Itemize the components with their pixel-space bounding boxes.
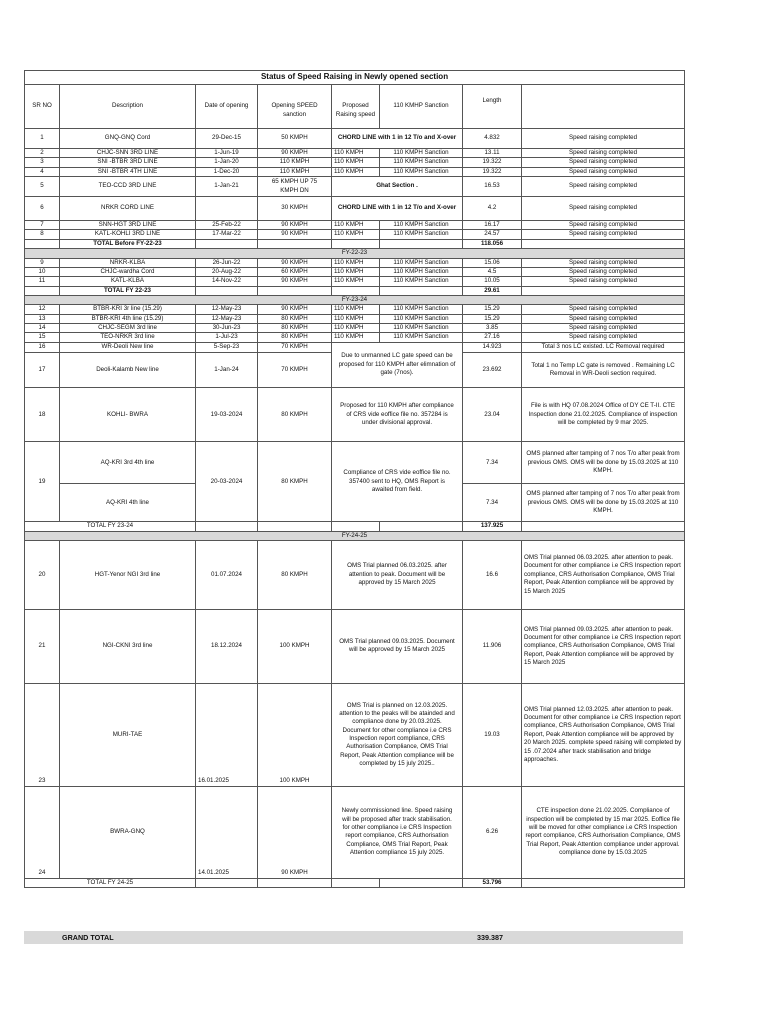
proposed-cell: 110 KMPH [332, 314, 380, 323]
date-cell: 14-Nov-22 [196, 277, 258, 286]
sr-cell: 14 [25, 324, 60, 333]
total-row [25, 239, 685, 248]
table-row [25, 258, 685, 267]
description-cell: WR-Deoli New line [60, 342, 196, 353]
header-description: Description [60, 85, 196, 129]
date-cell: 14.01.2025 [196, 786, 258, 878]
header-row [25, 85, 685, 129]
status-cell: Speed raising completed [522, 305, 685, 314]
date-cell: 1-Dec-20 [196, 167, 258, 176]
sr-cell: 12 [25, 305, 60, 314]
date-cell: 5-Sep-23 [196, 342, 258, 353]
sr-cell: 3 [25, 158, 60, 167]
date-cell: 29-Dec-15 [196, 129, 258, 149]
description-cell: SNN-HGT 3RD LINE [60, 221, 196, 230]
table-row [25, 149, 685, 158]
sanction-cell: 110 KMPH Sanction [380, 167, 463, 176]
table-row [25, 277, 685, 286]
proposed-cell: 110 KMPH [332, 267, 380, 276]
total-label: TOTAL FY 22-23 [60, 286, 196, 295]
remark-cell: Ghat Section . [332, 177, 463, 197]
length-cell: 16.6 [463, 540, 522, 609]
remark-cell: OMS Trial planned 06.03.2025. after attention to peak. Document will be approved by 15 March 2025 [332, 540, 463, 609]
sr-cell: 23 [25, 683, 60, 786]
length-cell: 11.906 [463, 609, 522, 683]
blank-cell [258, 878, 332, 887]
remark-cell: OMS Trial is planned on 12.03.2025. attention to the peaks will be atainded and compliance done by 20.03.2025. Document for other compliance i.e CRS Inspection report compliance, CRS Authorisation Compliance, OMS Trial Report, Peak Attention compliance will be completed by 15 july 2025.. [332, 683, 463, 786]
remark-cell: CHORD LINE with 1 in 12 T/o and X-over [332, 197, 463, 221]
date-cell: 20-03-2024 [196, 442, 258, 522]
sr-cell: 10 [25, 267, 60, 276]
length-cell: 19.322 [463, 158, 522, 167]
remark-cell: CHORD LINE with 1 in 12 T/o and X-over [332, 129, 463, 149]
total-row [25, 522, 685, 531]
blank-cell [332, 239, 380, 248]
proposed-cell: 110 KMPH [332, 277, 380, 286]
date-cell: 1-Jan-21 [196, 177, 258, 197]
table-row [25, 442, 685, 484]
speed-cell: 90 KMPH [258, 149, 332, 158]
sr-cell: 21 [25, 609, 60, 683]
status-cell: Speed raising completed [522, 333, 685, 342]
speed-cell: 80 KMPH [258, 333, 332, 342]
date-cell: 30-Jun-23 [196, 324, 258, 333]
blank-cell [25, 239, 60, 248]
blank-cell [196, 286, 258, 295]
table-row [25, 221, 685, 230]
description-cell: HGT-Yenor NGI 3rd line [60, 540, 196, 609]
date-cell: 20-Aug-22 [196, 267, 258, 276]
description-cell: AQ-KRI 3rd 4th line [60, 442, 196, 484]
remark-cell: Newly commissioned line. Speed raising will be proposed after track stabilisation. for other compliance i.e CRS Inspection report compliance, CRS Authorisation Compliance, OMS Trial Report, Peak Attention compliance 15 july 2025. [332, 786, 463, 878]
blank-cell [258, 522, 332, 531]
proposed-cell: 110 KMPH [332, 230, 380, 239]
status-cell: OMS planned after tamping of 7 nos T/o after peak from previous OMS. OMS will be done by 15.03.2025 at 110 KMPH. [522, 484, 685, 522]
blank-cell [25, 286, 60, 295]
blank-cell [332, 286, 380, 295]
length-cell: 24.57 [463, 230, 522, 239]
table-row [25, 267, 685, 276]
proposed-cell: 110 KMPH [332, 158, 380, 167]
description-cell: KOHLI- BWRA [60, 388, 196, 442]
table-row [25, 333, 685, 342]
total-value: 53.796 [463, 878, 522, 887]
length-cell: 3.85 [463, 324, 522, 333]
description-cell: NRKR CORD LINE [60, 197, 196, 221]
sr-cell: 2 [25, 149, 60, 158]
description-cell: CHJC-SNN 3RD LINE [60, 149, 196, 158]
sr-cell: 4 [25, 167, 60, 176]
status-cell: Speed raising completed [522, 177, 685, 197]
table-row [25, 158, 685, 167]
date-cell: 1-Jan-20 [196, 158, 258, 167]
blank-cell [380, 239, 463, 248]
length-cell: 19.03 [463, 683, 522, 786]
speed-cell: 80 KMPH [258, 540, 332, 609]
length-cell: 15.06 [463, 258, 522, 267]
sr-cell: 18 [25, 388, 60, 442]
status-cell: Speed raising completed [522, 324, 685, 333]
total-label: TOTAL FY 23-24 [25, 522, 196, 531]
fy-label: FY-22-23 [25, 249, 685, 258]
status-cell: Speed raising completed [522, 258, 685, 267]
description-cell: TEO-CCD 3RD LINE [60, 177, 196, 197]
table-row [25, 342, 685, 353]
status-cell: Speed raising completed [522, 149, 685, 158]
remark-cell: Proposed for 110 KMPH after compliance of CRS vide eoffice file no. 357284 is under divisional approval. [332, 388, 463, 442]
sanction-cell: 110 KMPH Sanction [380, 149, 463, 158]
sr-cell: 9 [25, 258, 60, 267]
length-cell: 6.26 [463, 786, 522, 878]
sr-cell: 17 [25, 353, 60, 388]
description-cell: NGI-CKNI 3rd line [60, 609, 196, 683]
header-proposed: Proposed Raising speed [332, 85, 380, 129]
status-cell: Speed raising completed [522, 221, 685, 230]
description-cell: KATL-KLBA [60, 277, 196, 286]
speed-cell: 110 KMPH [258, 167, 332, 176]
header-sanction: 110 KMHP Sanction [380, 85, 463, 129]
sanction-cell: 110 KMPH Sanction [380, 324, 463, 333]
description-cell: BTBR-KRI 3r line (15.29) [60, 305, 196, 314]
blank-cell [380, 878, 463, 887]
description-cell: KATL-KOHLI 3RD LINE [60, 230, 196, 239]
description-cell: BTBR-KRI 4th line (15.29) [60, 314, 196, 323]
length-cell: 4.832 [463, 129, 522, 149]
sr-cell: 16 [25, 342, 60, 353]
table-row [25, 324, 685, 333]
length-cell: 10.05 [463, 277, 522, 286]
sr-cell: 6 [25, 197, 60, 221]
blank-cell [380, 286, 463, 295]
status-cell: CTE inspection done 21.02.2025. Compliance of inspection will be completed by 15 mar 2025. Eoffice file will be moved for other compliance i.e CRS Inspection report compliance, CRS Authorisation Compliance, OMS Trial Report, Peak Attention compliance under approval. compliance done by 15.03.2025 [522, 786, 685, 878]
status-cell: OMS planned after tamping of 7 nos T/o after peak from previous OMS. OMS will be done by 15.03.2025 at 110 KMPH. [522, 442, 685, 484]
table-row [25, 388, 685, 442]
grand-total-value: 339.387 [477, 933, 503, 942]
blank-cell [380, 522, 463, 531]
total-row [25, 878, 685, 887]
blank-cell [196, 239, 258, 248]
status-cell: Total 1 no Temp LC gate is removed . Remaining LC Removal in WR-Deoli section required. [522, 353, 685, 388]
speed-cell: 100 KMPH [258, 609, 332, 683]
header-opening-speed: Opening SPEED sanction [258, 85, 332, 129]
description-cell: NRKR-KLBA [60, 258, 196, 267]
date-cell: 17-Mar-22 [196, 230, 258, 239]
status-table-sheet [24, 70, 684, 888]
sanction-cell: 110 KMPH Sanction [380, 158, 463, 167]
sanction-cell: 110 KMPH Sanction [380, 258, 463, 267]
sanction-cell: 110 KMPH Sanction [380, 221, 463, 230]
description-cell: TEO-NRKR 3rd line [60, 333, 196, 342]
speed-cell: 70 KMPH [258, 342, 332, 353]
date-cell [196, 197, 258, 221]
sr-cell: 7 [25, 221, 60, 230]
date-cell: 26-Jun-22 [196, 258, 258, 267]
blank-cell [522, 878, 685, 887]
table-row [25, 786, 685, 878]
sr-cell: 1 [25, 129, 60, 149]
status-cell: OMS Trial planned 12.03.2025. after attention to peak. Document for other compliance i.e CRS Inspection report compliance, CRS Authorisation Compliance, OMS Trial Report, Peak Attention compliance will be approved by 20 March 2025. complete speed raising will completed by 15 .07.2024 after track stabilisation and bridge approaches. [522, 683, 685, 786]
sr-cell: 20 [25, 540, 60, 609]
speed-cell: 90 KMPH [258, 786, 332, 878]
fy-label: FY-24-25 [25, 531, 685, 540]
proposed-cell: 110 KMPH [332, 324, 380, 333]
sanction-cell: 110 KMPH Sanction [380, 230, 463, 239]
speed-cell: 110 KMPH [258, 158, 332, 167]
speed-cell: 30 KMPH [258, 197, 332, 221]
table-row [25, 230, 685, 239]
date-cell: 1-Jun-19 [196, 149, 258, 158]
proposed-cell: 110 KMPH [332, 221, 380, 230]
sr-cell: 11 [25, 277, 60, 286]
status-cell: OMS Trial planned 09.03.2025. after attention to peak. Document for other compliance i.e CRS Inspection report compliance, CRS Authorisation Compliance, OMS Trial Report, Peak Attention compliance will be approved by 15 March 2025 [522, 609, 685, 683]
table-row [25, 129, 685, 149]
length-cell: 4.2 [463, 197, 522, 221]
status-cell: OMS Trial planned 06.03.2025. after attention to peak. Document for other compliance i.e CRS Inspection report compliance, CRS Authorisation Compliance, OMS Trial Report, Peak Attention compliance will be approved by 15 March 2025 [522, 540, 685, 609]
speed-cell: 90 KMPH [258, 230, 332, 239]
sanction-cell: 110 KMPH Sanction [380, 267, 463, 276]
header-length: Length [463, 85, 522, 129]
date-cell: 25-Feb-22 [196, 221, 258, 230]
description-cell: BWRA-GNQ [60, 786, 196, 878]
status-cell: Speed raising completed [522, 167, 685, 176]
date-cell: 12-May-23 [196, 314, 258, 323]
status-cell: File is with HQ 07.08.2024 Office of DY CE T-II. CTE Inspection done 21.02.2025. Compliance of inspection will be completed by 9 mar 2025. [522, 388, 685, 442]
length-cell: 7.34 [463, 442, 522, 484]
date-cell: 19-03-2024 [196, 388, 258, 442]
table-row [25, 314, 685, 323]
fy-header-row [25, 295, 685, 304]
blank-cell [258, 239, 332, 248]
blank-cell [522, 522, 685, 531]
length-cell: 23.04 [463, 388, 522, 442]
length-cell: 16.17 [463, 221, 522, 230]
table-row [25, 683, 685, 786]
proposed-cell: 110 KMPH [332, 258, 380, 267]
total-value: 29.61 [463, 286, 522, 295]
length-cell: 15.29 [463, 305, 522, 314]
header-status [522, 85, 685, 129]
blank-cell [332, 878, 380, 887]
proposed-cell: 110 KMPH [332, 167, 380, 176]
total-label: TOTAL Before FY-22-23 [60, 239, 196, 248]
speed-cell: 90 KMPH [258, 258, 332, 267]
description-cell: Deoli-Kalamb New line [60, 353, 196, 388]
sr-cell: 5 [25, 177, 60, 197]
length-cell: 4.5 [463, 267, 522, 276]
sr-cell: 24 [25, 786, 60, 878]
header-date: Date of opening [196, 85, 258, 129]
description-cell: GNQ-GNQ Cord [60, 129, 196, 149]
status-table [24, 70, 685, 888]
date-cell: 12-May-23 [196, 305, 258, 314]
remark-cell: OMS Trial planned 09.03.2025. Document will be approved by 15 March 2025 [332, 609, 463, 683]
table-row [25, 540, 685, 609]
proposed-cell: 110 KMPH [332, 305, 380, 314]
description-cell: CHJC-wardha Cord [60, 267, 196, 276]
speed-cell: 70 KMPH [258, 353, 332, 388]
date-cell: 1-Jan-24 [196, 353, 258, 388]
sr-cell: 19 [25, 442, 60, 522]
table-row [25, 177, 685, 197]
description-cell: MURI-TAE [60, 683, 196, 786]
status-cell: Speed raising completed [522, 267, 685, 276]
speed-cell: 80 KMPH [258, 324, 332, 333]
speed-cell: 90 KMPH [258, 305, 332, 314]
blank-cell [196, 522, 258, 531]
fy-header-row [25, 531, 685, 540]
sanction-cell: 110 KMPH Sanction [380, 305, 463, 314]
sr-cell: 15 [25, 333, 60, 342]
status-cell: Speed raising completed [522, 158, 685, 167]
total-label: TOTAL FY 24-25 [25, 878, 196, 887]
blank-cell [522, 239, 685, 248]
date-cell: 01.07.2024 [196, 540, 258, 609]
sanction-cell: 110 KMPH Sanction [380, 333, 463, 342]
date-cell: 18.12.2024 [196, 609, 258, 683]
status-cell: Speed raising completed [522, 314, 685, 323]
grand-total-label: GRAND TOTAL [62, 933, 114, 942]
description-cell: AQ-KRI 4th line [60, 484, 196, 522]
speed-cell: 50 KMPH [258, 129, 332, 149]
speed-cell: 80 KMPH [258, 388, 332, 442]
blank-cell [522, 286, 685, 295]
length-cell: 7.34 [463, 484, 522, 522]
table-row [25, 197, 685, 221]
proposed-cell: 110 KMPH [332, 149, 380, 158]
status-cell: Speed raising completed [522, 197, 685, 221]
sr-cell: 13 [25, 314, 60, 323]
proposed-cell: 110 KMPH [332, 333, 380, 342]
speed-cell: 80 KMPH [258, 314, 332, 323]
remark-cell: Due to unmanned LC gate speed can be proposed for 110 KMPH after elimnation of gate (7nos). [332, 342, 463, 388]
total-value: 118.056 [463, 239, 522, 248]
total-row [25, 286, 685, 295]
fy-header-row [25, 249, 685, 258]
length-cell: 27.16 [463, 333, 522, 342]
length-cell: 23.692 [463, 353, 522, 388]
speed-cell: 65 KMPH UP 75 KMPH DN [258, 177, 332, 197]
fy-label: FY-23-24 [25, 295, 685, 304]
date-cell: 16.01.2025 [196, 683, 258, 786]
remark-cell: Compliance of CRS vide eoffice file no. 357400 sent to HQ, OMS Report is awaited from field. [332, 442, 463, 522]
header-sr-no: SR NO [25, 85, 60, 129]
total-value: 137.925 [463, 522, 522, 531]
length-cell: 13.11 [463, 149, 522, 158]
length-cell: 14.923 [463, 342, 522, 353]
status-cell: Speed raising completed [522, 129, 685, 149]
description-cell: SNI -BTBR 4TH LINE [60, 167, 196, 176]
date-cell: 1-Jul-23 [196, 333, 258, 342]
speed-cell: 80 KMPH [258, 442, 332, 522]
sanction-cell: 110 KMPH Sanction [380, 277, 463, 286]
blank-cell [332, 522, 380, 531]
speed-cell: 90 KMPH [258, 221, 332, 230]
description-cell: CHJC-SEGM 3rd line [60, 324, 196, 333]
status-cell: Speed raising completed [522, 277, 685, 286]
table-row [25, 609, 685, 683]
table-row [25, 167, 685, 176]
length-cell: 15.29 [463, 314, 522, 323]
table-row [25, 305, 685, 314]
description-cell: SNI -BTBR 3RD LINE [60, 158, 196, 167]
blank-cell [258, 286, 332, 295]
speed-cell: 100 KMPH [258, 683, 332, 786]
sr-cell: 8 [25, 230, 60, 239]
speed-cell: 90 KMPH [258, 277, 332, 286]
length-cell: 19.322 [463, 167, 522, 176]
grand-total-bar [24, 931, 683, 944]
sanction-cell: 110 KMPH Sanction [380, 314, 463, 323]
status-cell: Total 3 nos LC existed. LC Removal required [522, 342, 685, 353]
speed-cell: 60 KMPH [258, 267, 332, 276]
length-cell: 16.53 [463, 177, 522, 197]
blank-cell [196, 878, 258, 887]
page-title: Status of Speed Raising in Newly opened section [25, 71, 685, 85]
status-cell: Speed raising completed [522, 230, 685, 239]
